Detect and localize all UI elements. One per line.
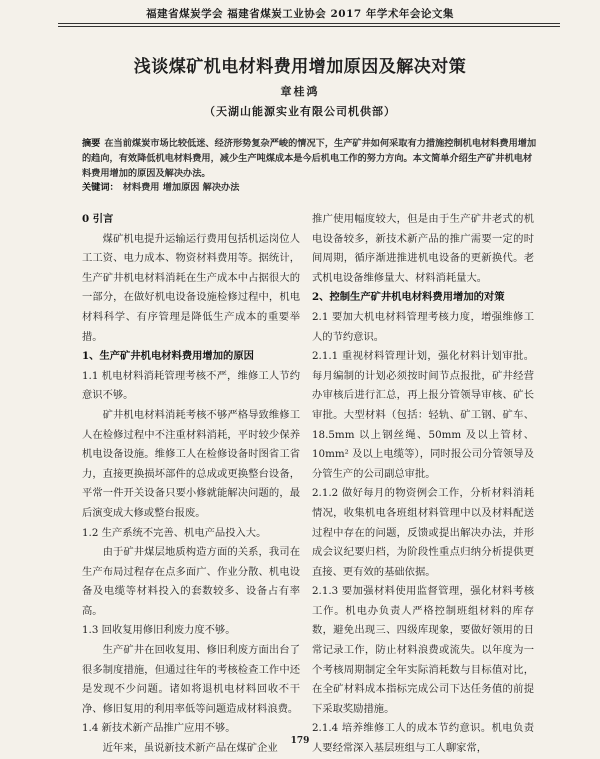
running-header: 福建省煤炭学会 福建省煤炭工业协会 2017 年学术年会论文集 (146, 8, 454, 20)
section-heading: 1、生产矿井机电材料费用增加的原因 (82, 350, 254, 363)
subsection-paragraph: 2.1.4 培养维修工人的成本节约意识。机电负责人要经常深入基层班组与工人聊家常， (312, 722, 534, 755)
section-heading: 0 引言 (82, 213, 114, 225)
author-affiliation: （天湖山能源实业有限公司机供部） (204, 105, 396, 118)
abstract-label: 摘要 (82, 138, 101, 149)
subsection-paragraph: 2.1.2 做好每月的物资例会工作，分析材料消耗情况，收集机电各班组材料管理中以及材料配送过程中存在的问题，反馈或提出解决办法，并形成会议纪要归档，为阶段性重点归纳分析提供更直接、更有效的基础依据。 (312, 487, 534, 578)
body-paragraph: 矿井机电材料消耗考核不够严格导致维修工人在检修过程中不注重材料消耗，平时较少保养机电设备设施。维修工人在检修设备时图省工省力，直接更换损坏部件的总成或更换整台设备，平常一件开关设备只要小修就能解决问题的，最后演变成大修或整台报废。 (82, 408, 300, 519)
section-heading: 2、控制生产矿井机电材料费用增加的对策 (312, 291, 505, 304)
page-number: 179 (290, 736, 310, 746)
body-paragraph: 近年来，虽说新技术新产品在煤矿企业 (102, 742, 278, 755)
paper-title: 浅谈煤矿机电材料费用增加原因及解决对策 (133, 57, 467, 77)
header-divider (58, 23, 560, 27)
abstract-text: 在当前煤炭市场比较低迷、经济形势复杂严峻的情况下，生产矿井如何采取有力措施控制机电材料费用增加的趋向，有效降低机电材料费用，减少生产吨煤成本是今后机电工作的努力方向。本文简单介绍生产矿井机电材料费用增加的原因及解决办法。 (82, 138, 537, 179)
left-column (82, 210, 300, 759)
keywords-label: 关键词： (82, 182, 119, 193)
subsection-paragraph: 1.3 回收复用修旧利废力度不够。 (82, 624, 236, 637)
subsection-paragraph: 1.1 机电材料消耗管理考核不严，维修工人节约意识不够。 (82, 369, 300, 402)
body-paragraph: 由于矿井煤层地质构造方面的关系，我司在生产布局过程存在点多面广、作业分散、机电设备及电缆等材料投入的套数较多、设备占有率高。 (82, 546, 300, 617)
subsection-paragraph: 1.2 生产系统不完善、机电产品投入大。 (82, 526, 267, 539)
subsection-paragraph: 1.4 新技术新产品推广应用不够。 (82, 722, 236, 735)
author-name: 章桂鸿 (280, 85, 320, 98)
keywords-text: 材料费用 增加原因 解决办法 (122, 182, 240, 193)
subsection-paragraph: 2.1 要加大机电材料管理考核力度，增强维修工人的节约意识。 (312, 310, 534, 343)
body-paragraph: 生产矿井在回收复用、修旧利废方面出台了很多制度措施，但通过往年的考核检查工作中还是发现不少问题。诸如将退机电材料回收不干净、修旧复用的利用率低等问题造成材料浪费。 (82, 644, 300, 715)
body-paragraph: 推广使用幅度较大，但是由于生产矿井老式的机电设备较多，新技术新产品的推广需要一定的时间周期，循序渐进推进机电设备的更新换代。老式机电设备维修量大、材料消耗量大。 (312, 213, 534, 284)
subsection-paragraph: 2.1.1 重视材料管理计划，强化材料计划审批。每月编制的计划必须按时间节点报批，矿井经营办审核后进行汇总，再上报分管领导审核、矿长审批。大型材料（包括：轻轨、矿工钢、矿车、18.5mm 以上钢丝绳、50mm 及以上管材、10mm² 及以上电缆等），同时报公司分管领导及分管生产的公司副总审批。 (312, 350, 534, 480)
body-paragraph: 煤矿机电提升运输运行费用包括机运岗位人工工资、电力成本、物资材料费用等。据统计，生产矿井机电材料消耗在生产成本中占据很大的一部分，在做好机电设备设施检修过程中，机电材料科学、有序管理是降低生产成本的重要举措。 (82, 232, 300, 343)
right-column (312, 210, 534, 759)
abstract (82, 136, 540, 181)
subsection-paragraph: 2.1.3 要加强材料使用监督管理，强化材料考核工作。机电办负责人严格控制班组材料的库存数，避免出现三、四级库现象，要做好领用的日常记录工作，防止材料浪费或流失。以年度为一个考核周期制定全年实际消耗数与目标值对比，在全矿材料成本指标完成公司下达任务值的前提下采取奖励措施。 (312, 585, 534, 715)
keywords (82, 181, 540, 195)
